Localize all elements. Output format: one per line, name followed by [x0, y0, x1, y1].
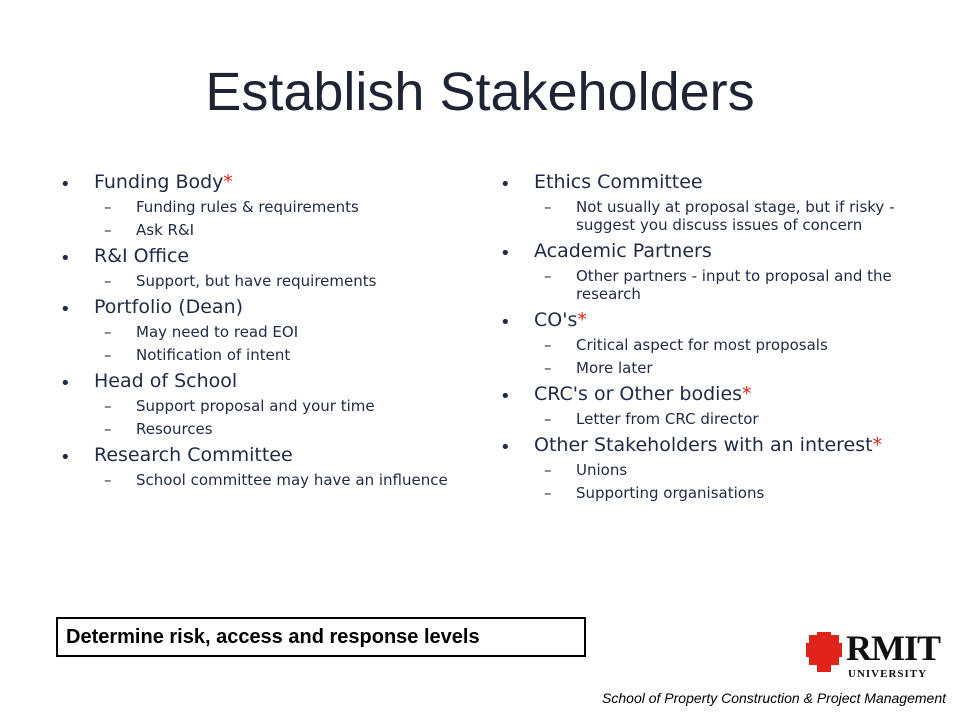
sub-bullet-label: Resources	[136, 420, 213, 438]
sub-bullet-item	[94, 471, 460, 489]
sub-bullet-item	[94, 221, 460, 239]
sub-bullet-dash: –	[104, 198, 112, 216]
sub-bullet-dash: –	[104, 420, 112, 438]
sub-bullet-label: Supporting organisations	[576, 484, 765, 502]
bullet-label: Portfolio (Dean)	[94, 296, 244, 318]
sub-bullet-label: Other partners - input to proposal and the research	[576, 267, 892, 303]
bullet-item	[500, 308, 910, 377]
bullet-item	[500, 433, 910, 502]
bullet-label: Research Committee	[94, 444, 293, 466]
bullet-label: Academic Partners	[534, 240, 712, 262]
bullet-dot: •	[500, 437, 511, 458]
sub-bullet-dash: –	[544, 410, 552, 428]
sub-bullet-label: School committee may have an influence	[136, 471, 448, 489]
bullet-dot: •	[60, 248, 71, 269]
sub-list	[534, 410, 910, 428]
bullet-item	[60, 295, 460, 364]
sub-bullet-item	[94, 420, 460, 438]
sub-bullet-label: Critical aspect for most proposals	[576, 336, 828, 354]
bullet-dot: •	[500, 243, 511, 264]
sub-bullet-label: Letter from CRC director	[576, 410, 759, 428]
bullet-item	[60, 369, 460, 438]
asterisk-marker: *	[872, 434, 883, 456]
sub-bullet-item	[534, 359, 910, 377]
sub-bullet-item	[534, 198, 910, 234]
sub-list	[534, 267, 910, 303]
sub-bullet-item	[534, 484, 910, 502]
sub-bullet-dash: –	[544, 198, 552, 216]
bullet-label: Head of School	[94, 370, 238, 392]
sub-bullet-dash: –	[104, 221, 112, 239]
bullet-item	[60, 443, 460, 489]
bullet-label: Other Stakeholders with an interest	[534, 434, 873, 456]
sub-list	[94, 272, 460, 290]
bullet-dot: •	[60, 373, 71, 394]
sub-bullet-item	[94, 397, 460, 415]
callout-box: Determine risk, access and response levels	[56, 617, 586, 657]
bullet-item	[60, 244, 460, 290]
sub-list	[534, 461, 910, 502]
sub-bullet-item	[94, 323, 460, 341]
asterisk-marker: *	[223, 171, 233, 193]
sub-bullet-item	[94, 198, 460, 216]
bullet-dot: •	[500, 312, 511, 333]
sub-bullet-label: Notification of intent	[136, 346, 291, 364]
bullet-dot: •	[500, 386, 511, 407]
bullet-dot: •	[60, 174, 71, 195]
sub-bullet-dash: –	[544, 484, 552, 502]
asterisk-marker: *	[742, 383, 752, 405]
bullet-item	[500, 382, 910, 428]
slide-title: Establish Stakeholders	[205, 62, 755, 122]
rmit-logo	[806, 630, 946, 686]
sub-bullet-dash: –	[544, 461, 552, 479]
sub-bullet-dash: –	[104, 323, 112, 341]
sub-bullet-item	[94, 346, 460, 364]
bullet-item	[500, 239, 910, 303]
right-column	[500, 170, 910, 507]
footer-school-name: School of Property Construction & Project Management	[602, 690, 946, 706]
bullet-dot: •	[60, 447, 71, 468]
sub-bullet-dash: –	[104, 346, 112, 364]
sub-list	[94, 198, 460, 239]
right-bullet-list	[500, 170, 910, 502]
rmit-emblem-icon	[806, 632, 842, 672]
sub-bullet-label: Support, but have requirements	[136, 272, 377, 290]
bullet-label: R&I Office	[94, 245, 190, 267]
sub-bullet-dash: –	[544, 267, 552, 285]
logo-subtitle: UNIVERSITY	[848, 668, 928, 680]
bullet-item	[60, 170, 460, 239]
sub-list	[94, 471, 460, 489]
bullet-label: CO's	[534, 309, 578, 331]
sub-bullet-dash: –	[544, 359, 552, 377]
sub-bullet-label: Ask R&I	[136, 221, 195, 239]
sub-bullet-item	[534, 461, 910, 479]
sub-list	[94, 397, 460, 438]
asterisk-marker: *	[577, 309, 587, 331]
sub-bullet-item	[94, 272, 460, 290]
sub-list	[534, 198, 910, 234]
sub-bullet-item	[534, 336, 910, 354]
sub-bullet-dash: –	[104, 272, 112, 290]
bullet-label: Funding Body	[94, 171, 224, 193]
logo-wordmark: RMIT	[846, 628, 940, 668]
left-column	[60, 170, 460, 494]
bullet-label: CRC's or Other bodies	[534, 383, 743, 405]
sub-bullet-label: Funding rules & requirements	[136, 198, 359, 216]
sub-bullet-label: Unions	[576, 461, 628, 479]
sub-list	[534, 336, 910, 377]
sub-bullet-dash: –	[104, 471, 112, 489]
bullet-dot: •	[500, 174, 511, 195]
bullet-item	[500, 170, 910, 234]
sub-bullet-label: May need to read EOI	[136, 323, 299, 341]
sub-list	[94, 323, 460, 364]
bullet-dot: •	[60, 299, 71, 320]
sub-bullet-item	[534, 410, 910, 428]
left-bullet-list	[60, 170, 460, 489]
bullet-label: Ethics Committee	[534, 171, 703, 193]
sub-bullet-dash: –	[544, 336, 552, 354]
sub-bullet-label: Support proposal and your time	[136, 397, 375, 415]
sub-bullet-dash: –	[104, 397, 112, 415]
sub-bullet-label: Not usually at proposal stage, but if risky - suggest you discuss issues of concern	[576, 198, 895, 234]
sub-bullet-label: More later	[576, 359, 653, 377]
sub-bullet-item	[534, 267, 910, 303]
